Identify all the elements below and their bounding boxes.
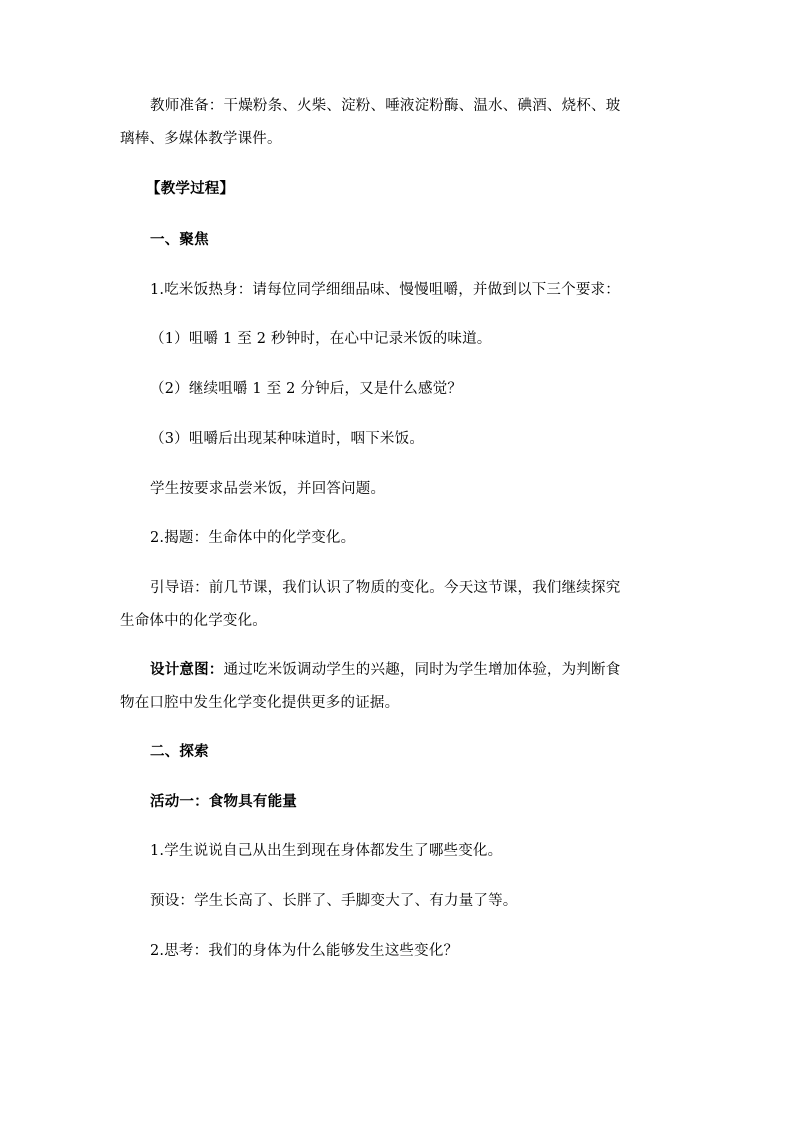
teacher-prep-line-2: 璃棒、多媒体教学课件。: [120, 131, 282, 147]
preset-text: 预设：学生长高了、长胖了、手脚变大了、有力量了等。: [150, 893, 518, 909]
student-action: 学生按要求品尝米饭，并回答问题。: [150, 481, 386, 497]
design-intent-label: 设计意图：: [150, 661, 224, 678]
section-heading-process: 【教学过程】: [146, 180, 235, 197]
guide-text-line-1: 引导语：前几节课，我们认识了物质的变化。今天这节课，我们继续探究: [150, 580, 621, 596]
requirement-3: （3）咀嚼后出现某种味道时，咽下米饭。: [150, 431, 425, 447]
requirement-2: （2）继续咀嚼 1 至 2 分钟后，又是什么感觉？: [150, 381, 463, 397]
activity-1-title: 活动一：食物具有能量: [150, 793, 297, 810]
design-intent-line-2: 物在口腔中发生化学变化提供更多的证据。: [120, 695, 400, 711]
design-intent-line-1: [150, 660, 620, 680]
explore-item-1: 1.学生说说自己从出生到现在身体都发生了哪些变化。: [150, 843, 503, 859]
requirement-1: （1）咀嚼 1 至 2 秒钟时，在心中记录米饭的味道。: [150, 331, 492, 347]
design-intent-text: 通过吃米饭调动学生的兴趣，同时为学生增加体验，为判断食: [223, 662, 621, 678]
section-heading-focus: 一、聚焦: [150, 231, 209, 248]
section-heading-explore: 二、探索: [150, 743, 209, 760]
explore-item-2: 2.思考：我们的身体为什么能够发生这些变化？: [150, 943, 459, 959]
focus-item-2: 2.揭题：生命体中的化学变化。: [150, 530, 356, 546]
teacher-prep-line-1: 教师准备：干燥粉条、火柴、淀粉、唾液淀粉酶、温水、碘酒、烧杯、玻: [150, 98, 621, 114]
guide-text-line-2: 生命体中的化学变化。: [120, 613, 267, 629]
focus-item-1: 1.吃米饭热身：请每位同学细细品味、慢慢咀嚼，并做到以下三个要求：: [150, 282, 620, 298]
